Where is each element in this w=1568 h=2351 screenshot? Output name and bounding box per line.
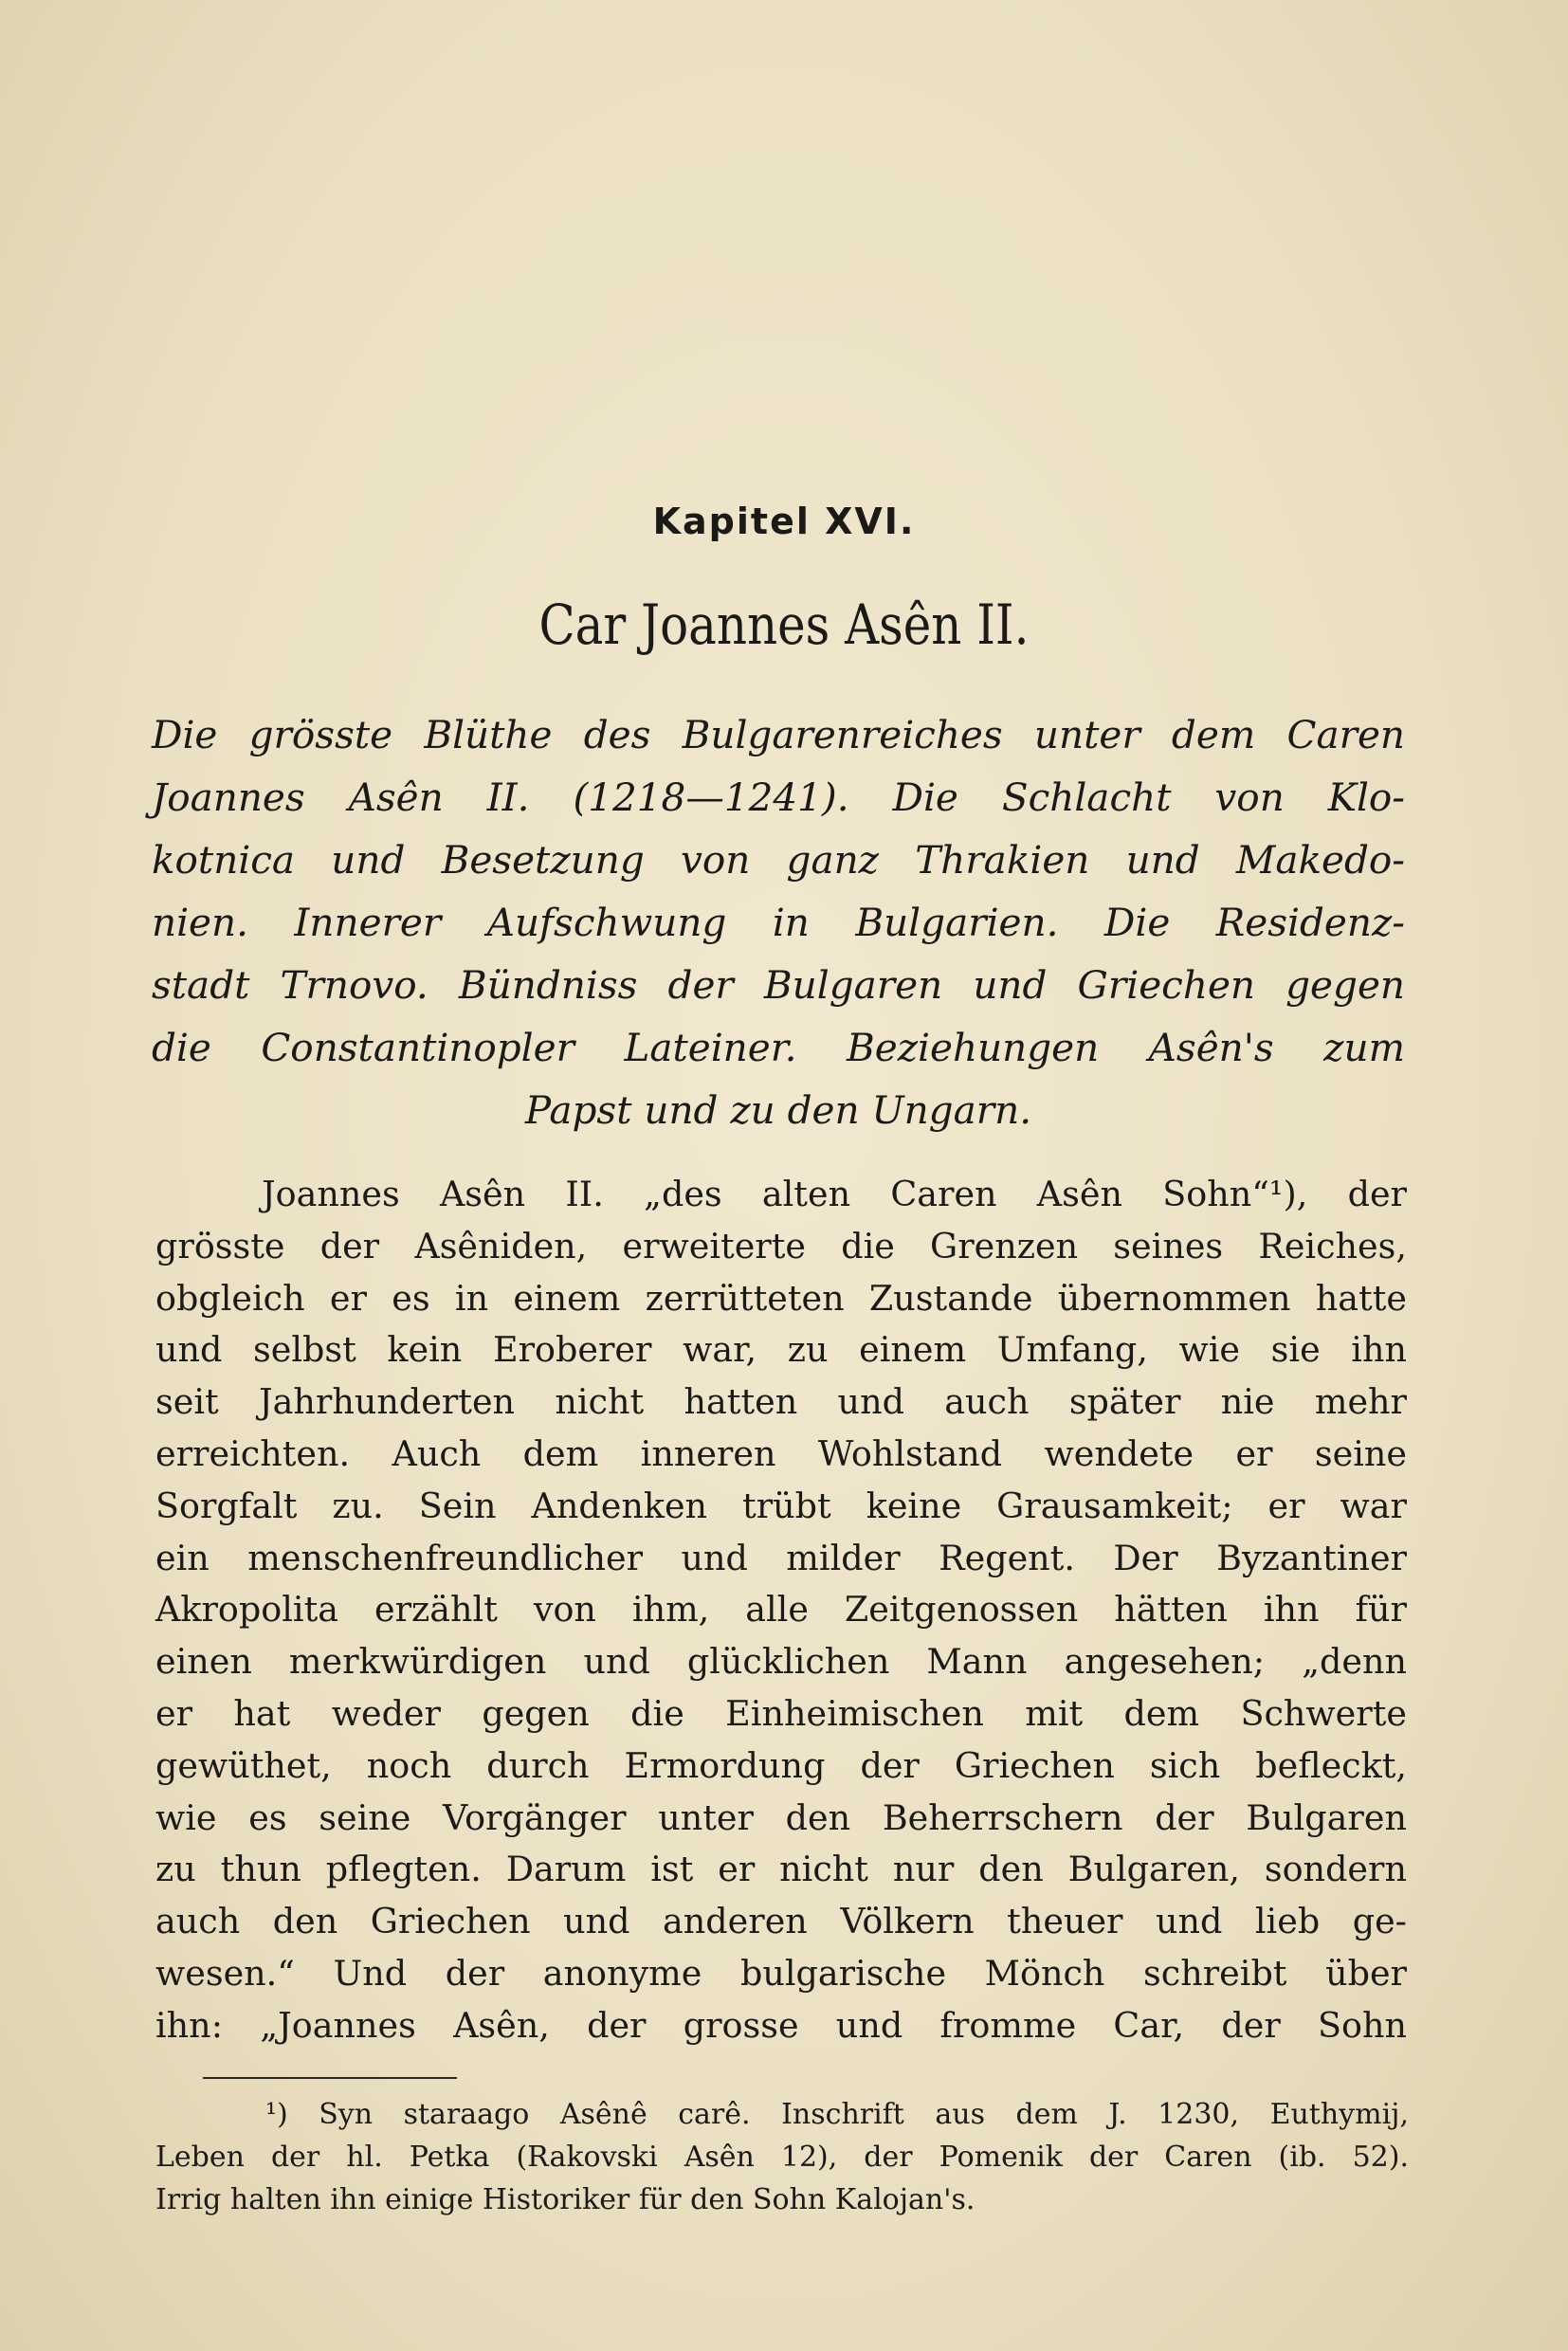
- footnote-divider: [203, 2077, 457, 2079]
- body-line: zu thun pflegten. Darum ist er nicht nur den Bulgaren, sondern: [155, 1849, 1407, 1890]
- body-line: Joannes Asên II. „des alten Caren Asên Sohn“¹), der: [262, 1174, 1407, 1214]
- summary-line: Die grösste Blüthe des Bulgarenreiches unter dem Caren: [152, 712, 1405, 757]
- chapter-title: Car Joannes Asên II.: [538, 592, 1030, 657]
- body-line: wie es seine Vorgänger unter den Beherrschern der Bulgaren: [155, 1796, 1407, 1838]
- body-line: wesen.“ Und der anonyme bulgarische Mönch schreibt über: [155, 1952, 1407, 1994]
- footnote-line: ¹) Syn staraago Asênê carê. Inschrift aus dem J. 1230, Euthymij,: [265, 2098, 1409, 2131]
- body-paragraph: [155, 1169, 1407, 2052]
- summary-line: die Constantinopler Lateiner. Beziehungen Asên's zum: [152, 1025, 1405, 1070]
- body-line: erreichten. Auch dem inneren Wohlstand wendete er seine: [155, 1432, 1407, 1474]
- body-line: und selbst kein Eroberer war, zu einem Umfang, wie sie ihn: [155, 1329, 1407, 1371]
- summary-line: stadt Trnovo. Bündniss der Bulgaren und Griechen gegen: [152, 962, 1405, 1008]
- body-line: er hat weder gegen die Einheimischen mit dem Schwerte: [155, 1692, 1407, 1734]
- body-line: seit Jahrhunderten nicht hatten und auch später nie mehr: [155, 1381, 1407, 1423]
- body-line: ihn: „Joannes Asên, der grosse und fromme Car, der Sohn: [155, 2004, 1407, 2046]
- summary-line: Papst und zu den Ungarn.: [524, 1087, 1032, 1133]
- body-line: Sorgfalt zu. Sein Andenken trübt keine Grausamkeit; er war: [155, 1485, 1407, 1526]
- footnote-line: Leben der hl. Petka (Rakovski Asên 12), der Pomenik der Caren (ib. 52).: [155, 2141, 1409, 2174]
- body-line: obgleich er es in einem zerrütteten Zustande übernommen hatte: [155, 1277, 1407, 1319]
- body-line: Akropolita erzählt von ihm, alle Zeitgenossen hätten ihn für: [155, 1589, 1407, 1631]
- summary-line: nien. Innerer Aufschwung in Bulgarien. Die Residenz-: [152, 900, 1405, 945]
- body-line: auch den Griechen und anderen Völkern theuer und lieb ge-: [155, 1901, 1407, 1942]
- body-line: grösste der Asêniden, erweiterte die Grenzen seines Reiches,: [155, 1225, 1407, 1267]
- summary-line: Joannes Asên II. (1218—1241). Die Schlacht von Klo-: [152, 775, 1405, 820]
- chapter-label: Kapitel XVI.: [652, 501, 916, 542]
- body-line: ein menschenfreundlicher und milder Regent. Der Byzantiner: [155, 1537, 1407, 1578]
- body-line: gewüthet, noch durch Ermordung der Griechen sich befleckt,: [155, 1744, 1407, 1786]
- body-line: einen merkwürdigen und glücklichen Mann angesehen; „denn: [155, 1641, 1407, 1683]
- summary-line: kotnica und Besetzung von ganz Thrakien und Makedo-: [152, 837, 1405, 883]
- footnotes: [155, 2093, 1409, 2221]
- footnote-line: Irrig halten ihn einige Historiker für den Sohn Kalojan's.: [155, 2183, 975, 2216]
- chapter-summary: [152, 703, 1405, 1141]
